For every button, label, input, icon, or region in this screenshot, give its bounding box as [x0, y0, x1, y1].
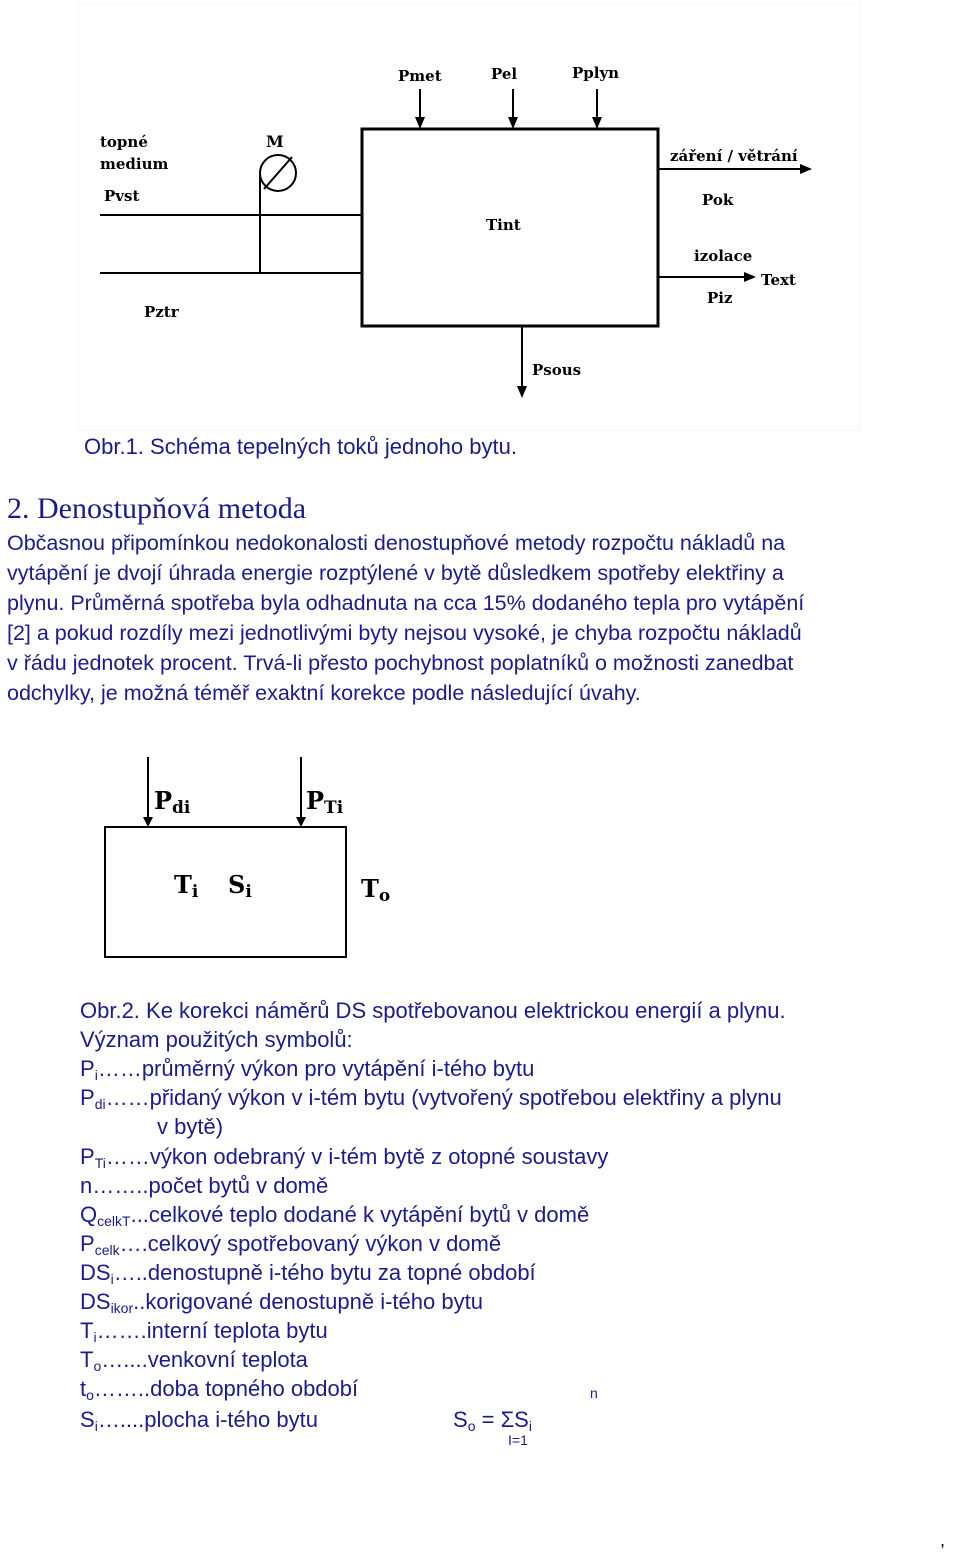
heat-flow-diagram — [78, 3, 860, 431]
symbol-row: $DS_{ikor}..korigované$ denostupně i-tého bytu — [80, 1289, 483, 1316]
correction-diagram — [75, 737, 413, 979]
section-paragraph — [7, 528, 804, 708]
symbol-row: $DS_i\dots..denostupně$ i-tého bytu za topné období — [80, 1260, 536, 1287]
paragraph-line: v řádu jednotek procent. Trvá-li přesto pochybnost poplatníků o možnosti zanedbat — [7, 651, 794, 675]
paragraph-line: vytápění je dvojí úhrada energie rozptýlené v bytě důsledkem spotřeby elektřiny a — [7, 561, 784, 585]
paragraph-line: plynu. Průměrná spotřeba byla odhadnuta na cca 15% dodaného tepla pro vytápění — [7, 591, 805, 615]
label-m: M — [266, 132, 284, 151]
symbol-row: $P_{celk}\dots.celkový$ spotřebovaný výkon v domě — [80, 1231, 502, 1258]
label-si: Si — [228, 870, 252, 902]
label-to: To — [361, 874, 391, 906]
label-izolace: izolace — [694, 247, 753, 265]
paragraph-line: Občasnou připomínkou nedokonalosti denostupňové metody rozpočtu nákladů na — [7, 531, 786, 555]
paragraph-line: odchylky, je možná téměř exaktní korekce podle následující úvahy. — [7, 681, 641, 705]
label-pmet: Pmet — [398, 67, 442, 85]
symbol-row: $P_i\dots\dots průměrný$ výkon pro vytápění i-tého bytu — [80, 1056, 535, 1083]
apartment-box — [105, 827, 346, 957]
symbol-row: $T_o\dots....venkovní$ teplota — [80, 1347, 308, 1374]
symbol-row: $Q_{celkT}...celkové$ teplo dodané k vytápění bytů v domě — [80, 1202, 590, 1229]
label-tint: Tint — [486, 216, 521, 234]
label-pplyn: Pplyn — [572, 64, 620, 82]
label-piz: Piz — [707, 289, 733, 307]
label-psous: Psous — [532, 361, 582, 379]
paragraph-line: [2] a pokud rozdíly mezi jednotlivými byty nejsou vysoké, je chyba rozpočtu nákladů — [7, 621, 802, 645]
label-pdi: Pdi — [154, 786, 191, 818]
label-pel: Pel — [491, 65, 518, 83]
footer-mark: , — [940, 1530, 946, 1550]
sum-lower-limit: I=1 — [508, 1432, 528, 1448]
label-ti: Ti — [174, 870, 199, 902]
symbol-row: $S_i\dots....plocha$ i-tého bytu — [80, 1407, 318, 1434]
symbols-title: Význam použitých symbolů: — [80, 1027, 353, 1052]
meter-symbol — [260, 155, 296, 191]
sum-formula: $S_o = \Sigma S_i$ — [453, 1407, 532, 1434]
label-pok: Pok — [702, 191, 734, 209]
symbol-row: $T_i\dots\dots.interní$ teplota bytu — [80, 1318, 328, 1345]
figure2-caption: Obr.2. Ke korekci náměrů DS spotřebovanou elektrickou energií a plynu. — [80, 998, 786, 1023]
symbol-row: n……..počet bytů v domě — [80, 1173, 329, 1198]
label-topne: topné — [100, 133, 148, 151]
figure1-caption: Obr.1. Schéma tepelných toků jednoho bytu. — [84, 434, 517, 459]
label-text: Text — [761, 271, 796, 289]
sum-upper-limit: n — [590, 1385, 598, 1401]
symbol-row: $P_{Ti}\dots\dots výkon$ odebraný v i-tém bytě z otopné soustavy — [80, 1144, 609, 1171]
section-heading: 2. Denostupňová metoda — [7, 492, 307, 525]
label-medium: medium — [100, 155, 169, 173]
symbol-row: $P_{di}\dots\dots přidaný$ výkon v i-tém bytu (vytvořený spotřebou elektřiny a plynu — [80, 1085, 782, 1112]
label-zareni: záření / větrání — [670, 147, 798, 165]
symbol-row-continuation: v bytě) — [157, 1114, 224, 1139]
symbol-row: $t_o\dots\dots..doba$ topného období — [80, 1376, 359, 1403]
label-pztr: Pztr — [144, 303, 179, 321]
label-pti: PTi — [306, 786, 344, 818]
label-pvst: Pvst — [104, 187, 140, 205]
